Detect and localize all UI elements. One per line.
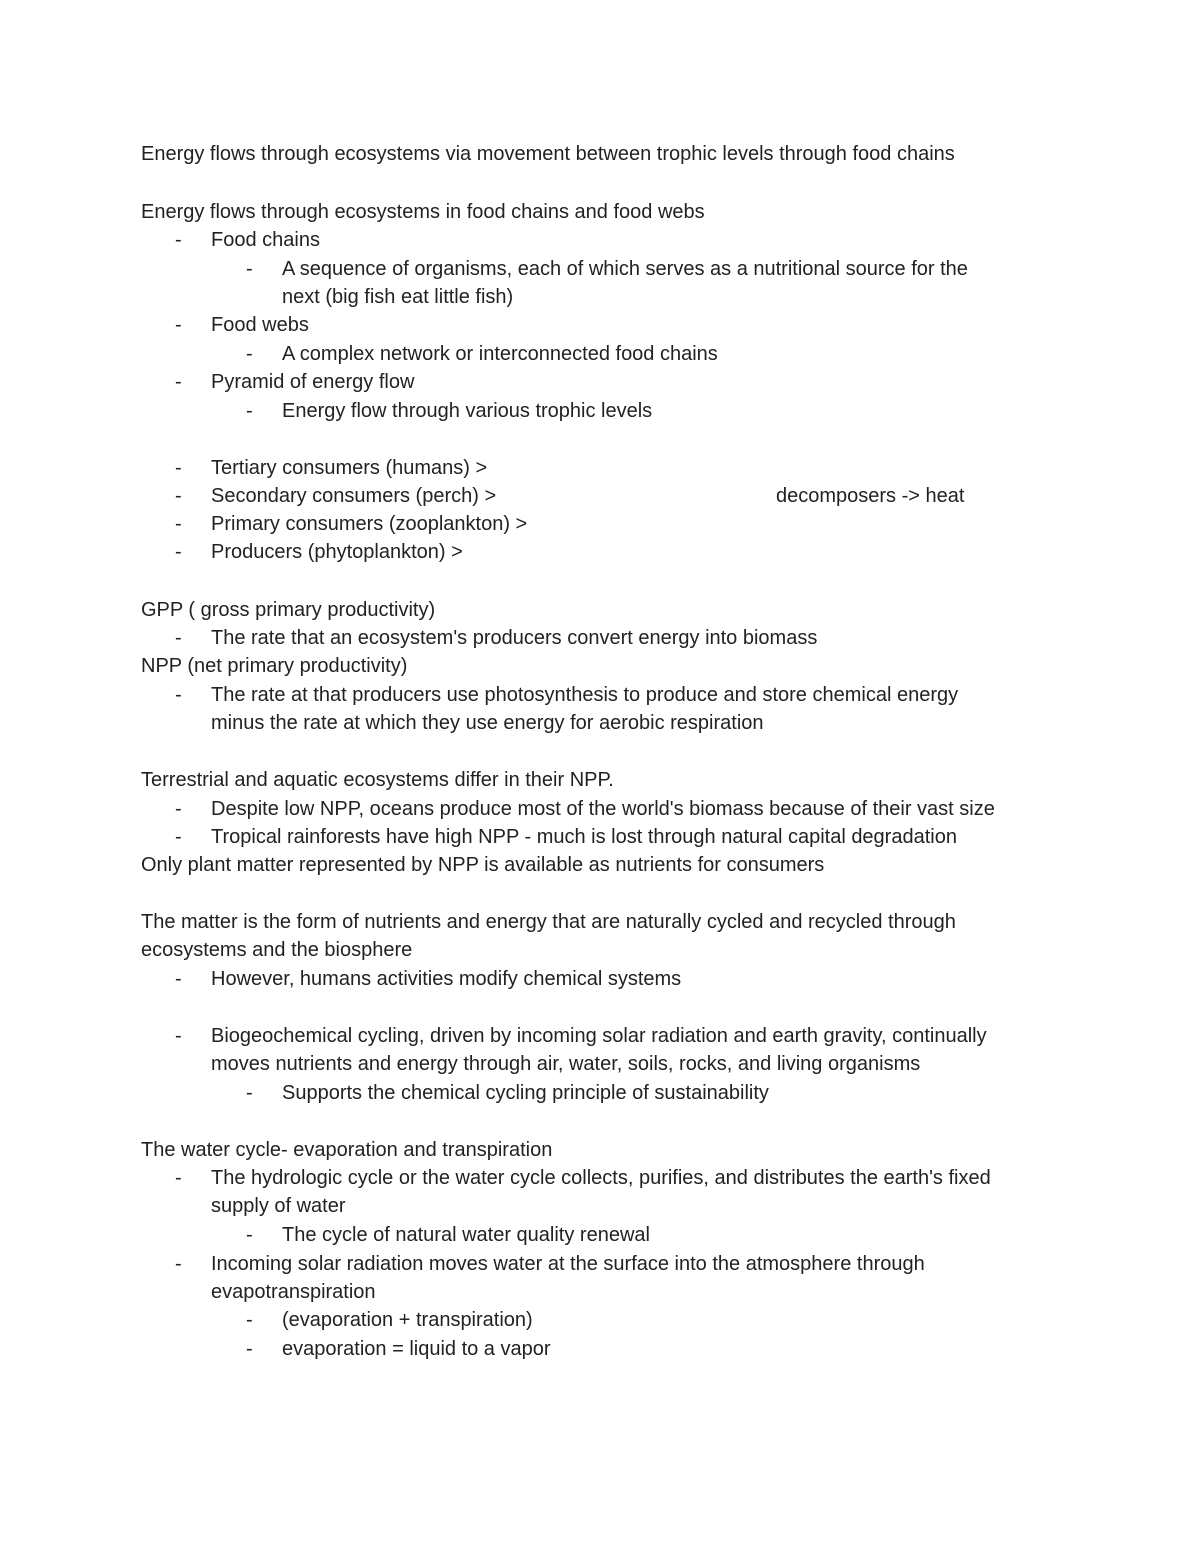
water-cycle-title: The water cycle- evaporation and transpiration [141,1139,553,1161]
sub-bullet-dash: - [246,343,253,365]
pyramid-level-tertiary: Tertiary consumers (humans) > [211,457,488,479]
bullet-dash: - [175,1025,182,1047]
evapotranspiration-sub-bullet: (evaporation + transpiration) [282,1309,533,1331]
bullet-food-webs: Food webs [211,314,309,336]
biogeochemical-bullet: Biogeochemical cycling, driven by incoming solar radiation and earth gravity, continually [211,1025,987,1047]
decomposers-note: decomposers -> heat [776,485,965,507]
water-quality-sub-bullet: The cycle of natural water quality renewal [282,1224,650,1246]
bullet-pyramid: Pyramid of energy flow [211,371,415,393]
bullet-dash: - [175,1167,182,1189]
bullet-dash: - [175,798,182,820]
bullet-dash: - [175,371,182,393]
bullet-dash: - [175,1253,182,1275]
oceans-bullet: Despite low NPP, oceans produce most of the world's biomass because of their vast size [211,798,995,820]
pyramid-level-primary: Primary consumers (zooplankton) > [211,513,528,535]
pyramid-level-secondary: Secondary consumers (perch) > [211,485,497,507]
biogeochemical-bullet-cont: moves nutrients and energy through air, water, soils, rocks, and living organisms [211,1053,921,1075]
bullet-dash: - [175,826,182,848]
section-title: Energy flows through ecosystems in food chains and food webs [141,201,705,223]
document-heading: Energy flows through ecosystems via movement between trophic levels through food chains [141,143,955,165]
solar-radiation-bullet-cont: evapotranspiration [211,1281,376,1303]
solar-radiation-bullet: Incoming solar radiation moves water at the surface into the atmosphere through [211,1253,925,1275]
sub-bullet-dash: - [246,1309,253,1331]
bullet-dash: - [175,627,182,649]
terrestrial-title: Terrestrial and aquatic ecosystems differ in their NPP. [141,769,614,791]
gpp-title: GPP ( gross primary productivity) [141,599,436,621]
npp-title: NPP (net primary productivity) [141,655,408,677]
sub-bullet-text: Energy flow through various trophic levels [282,400,653,422]
gpp-definition: The rate that an ecosystem's producers convert energy into biomass [211,627,818,649]
npp-definition-cont: minus the rate at which they use energy for aerobic respiration [211,712,764,734]
human-activities-bullet: However, humans activities modify chemical systems [211,968,682,990]
evaporation-sub-bullet: evaporation = liquid to a vapor [282,1338,551,1360]
bullet-dash: - [175,968,182,990]
hydrologic-bullet-cont: supply of water [211,1195,346,1217]
matter-title: The matter is the form of nutrients and energy that are naturally cycled and recycled through [141,911,956,933]
sub-bullet-dash: - [246,1338,253,1360]
plant-matter-line: Only plant matter represented by NPP is available as nutrients for consumers [141,854,825,876]
bullet-dash: - [175,485,182,507]
bullet-dash: - [175,684,182,706]
sub-bullet-dash: - [246,1082,253,1104]
bullet-dash: - [175,513,182,535]
bullet-food-chains: Food chains [211,229,320,251]
sub-bullet-dash: - [246,1224,253,1246]
hydrologic-bullet: The hydrologic cycle or the water cycle collects, purifies, and distributes the earth's fixed [211,1167,991,1189]
sub-bullet-text: A complex network or interconnected food chains [282,343,718,365]
bullet-dash: - [175,541,182,563]
sub-bullet-text-cont: next (big fish eat little fish) [282,286,514,308]
matter-title-cont: ecosystems and the biosphere [141,939,413,961]
sustainability-sub-bullet: Supports the chemical cycling principle of sustainability [282,1082,769,1104]
rainforest-bullet: Tropical rainforests have high NPP - much is lost through natural capital degradation [211,826,957,848]
sub-bullet-text: A sequence of organisms, each of which serves as a nutritional source for the [282,258,968,280]
sub-bullet-dash: - [246,400,253,422]
pyramid-level-producers: Producers (phytoplankton) > [211,541,463,563]
sub-bullet-dash: - [246,258,253,280]
bullet-dash: - [175,314,182,336]
npp-definition: The rate at that producers use photosynthesis to produce and store chemical energy [211,684,959,706]
bullet-dash: - [175,457,182,479]
bullet-dash: - [175,229,182,251]
